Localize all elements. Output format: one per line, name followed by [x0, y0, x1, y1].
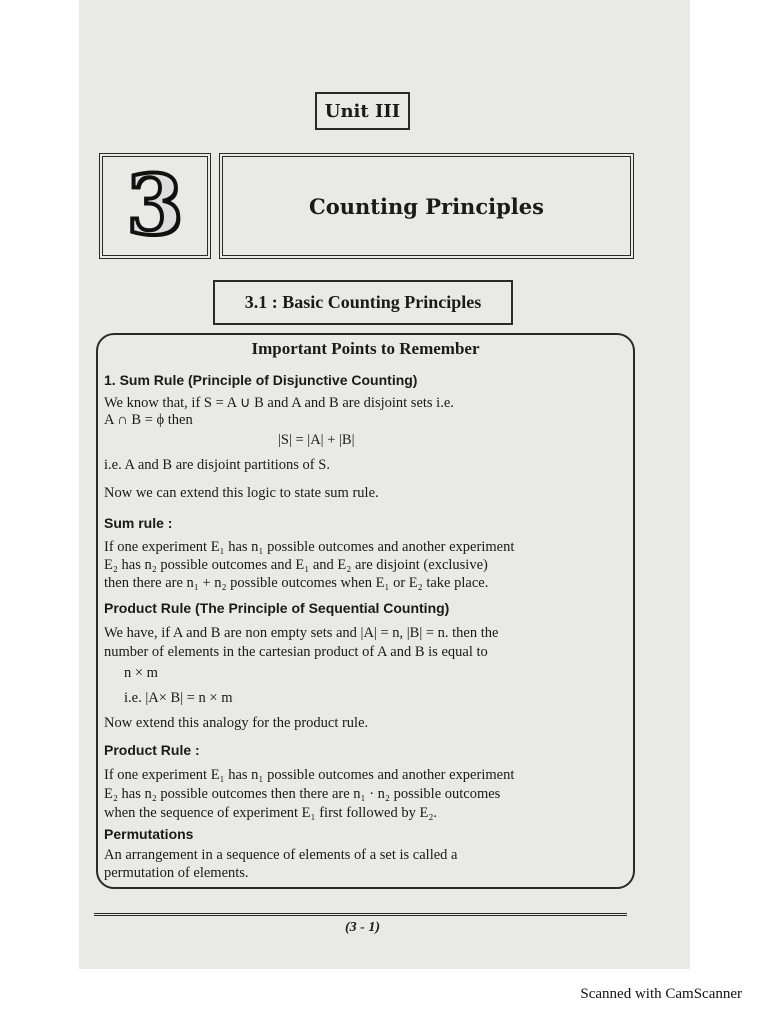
permutations-line-2: permutation of elements.: [104, 865, 249, 881]
box-title: Important Points to Remember: [251, 339, 480, 358]
chapter-number: 3: [99, 153, 211, 259]
sum-formula: |S| = |A| + |B|: [278, 432, 355, 448]
product-para-3: when the sequence of experiment E₁ first followed by E₂.: [104, 805, 438, 821]
page-number: (3 - 1): [345, 920, 380, 935]
product-formula: i.e. |A× B| = n × m: [124, 690, 233, 706]
sum-rule-heading: 1. Sum Rule (Principle of Disjunctive Counting): [104, 372, 418, 388]
product-line-3: n × m: [124, 665, 158, 681]
section-heading: 3.1 : Basic Counting Principles: [213, 280, 513, 325]
unit-label: Unit III: [315, 92, 410, 130]
sum-line-3: i.e. A and B are disjoint partitions of S.: [104, 457, 330, 473]
sum-line-4: Now we can extend this logic to state sum rule.: [104, 485, 379, 501]
sum-para-3: then there are n₁ + n₂ possible outcomes when E₁ or E₂ take place.: [104, 575, 489, 591]
sum-line-1: We know that, if S = A ∪ B and A and B are disjoint sets i.e.: [104, 395, 454, 411]
permutations-heading: Permutations: [104, 826, 194, 842]
scanned-page: [79, 0, 690, 969]
product-line-1: We have, if A and B are non empty sets and |A| = n, |B| = n. then the: [104, 625, 499, 641]
product-para-1: If one experiment E₁ has n₁ possible outcomes and another experiment: [104, 767, 515, 783]
sum-para-2: E₂ has n₂ possible outcomes and E₁ and E₂ are disjoint (exclusive): [104, 557, 488, 573]
product-rule-heading: Product Rule (The Principle of Sequential Counting): [104, 600, 450, 616]
bottom-rule: [94, 913, 627, 916]
product-line-2: number of elements in the cartesian product of A and B is equal to: [104, 644, 488, 660]
chapter-title: Counting Principles: [219, 153, 634, 259]
sum-line-2: A ∩ B = ϕ then: [104, 412, 193, 428]
camscanner-watermark: Scanned with CamScanner: [580, 986, 742, 1002]
sum-rule-subheading: Sum rule :: [104, 515, 173, 531]
sum-para-1: If one experiment E₁ has n₁ possible outcomes and another experiment: [104, 539, 515, 555]
product-line-4: Now extend this analogy for the product rule.: [104, 715, 369, 731]
product-para-2: E₂ has n₂ possible outcomes then there are n₁ · n₂ possible outcomes: [104, 786, 501, 802]
product-rule-subheading: Product Rule :: [104, 742, 200, 758]
permutations-line-1: An arrangement in a sequence of elements of a set is called a: [104, 847, 458, 863]
important-points-box: [96, 333, 635, 889]
